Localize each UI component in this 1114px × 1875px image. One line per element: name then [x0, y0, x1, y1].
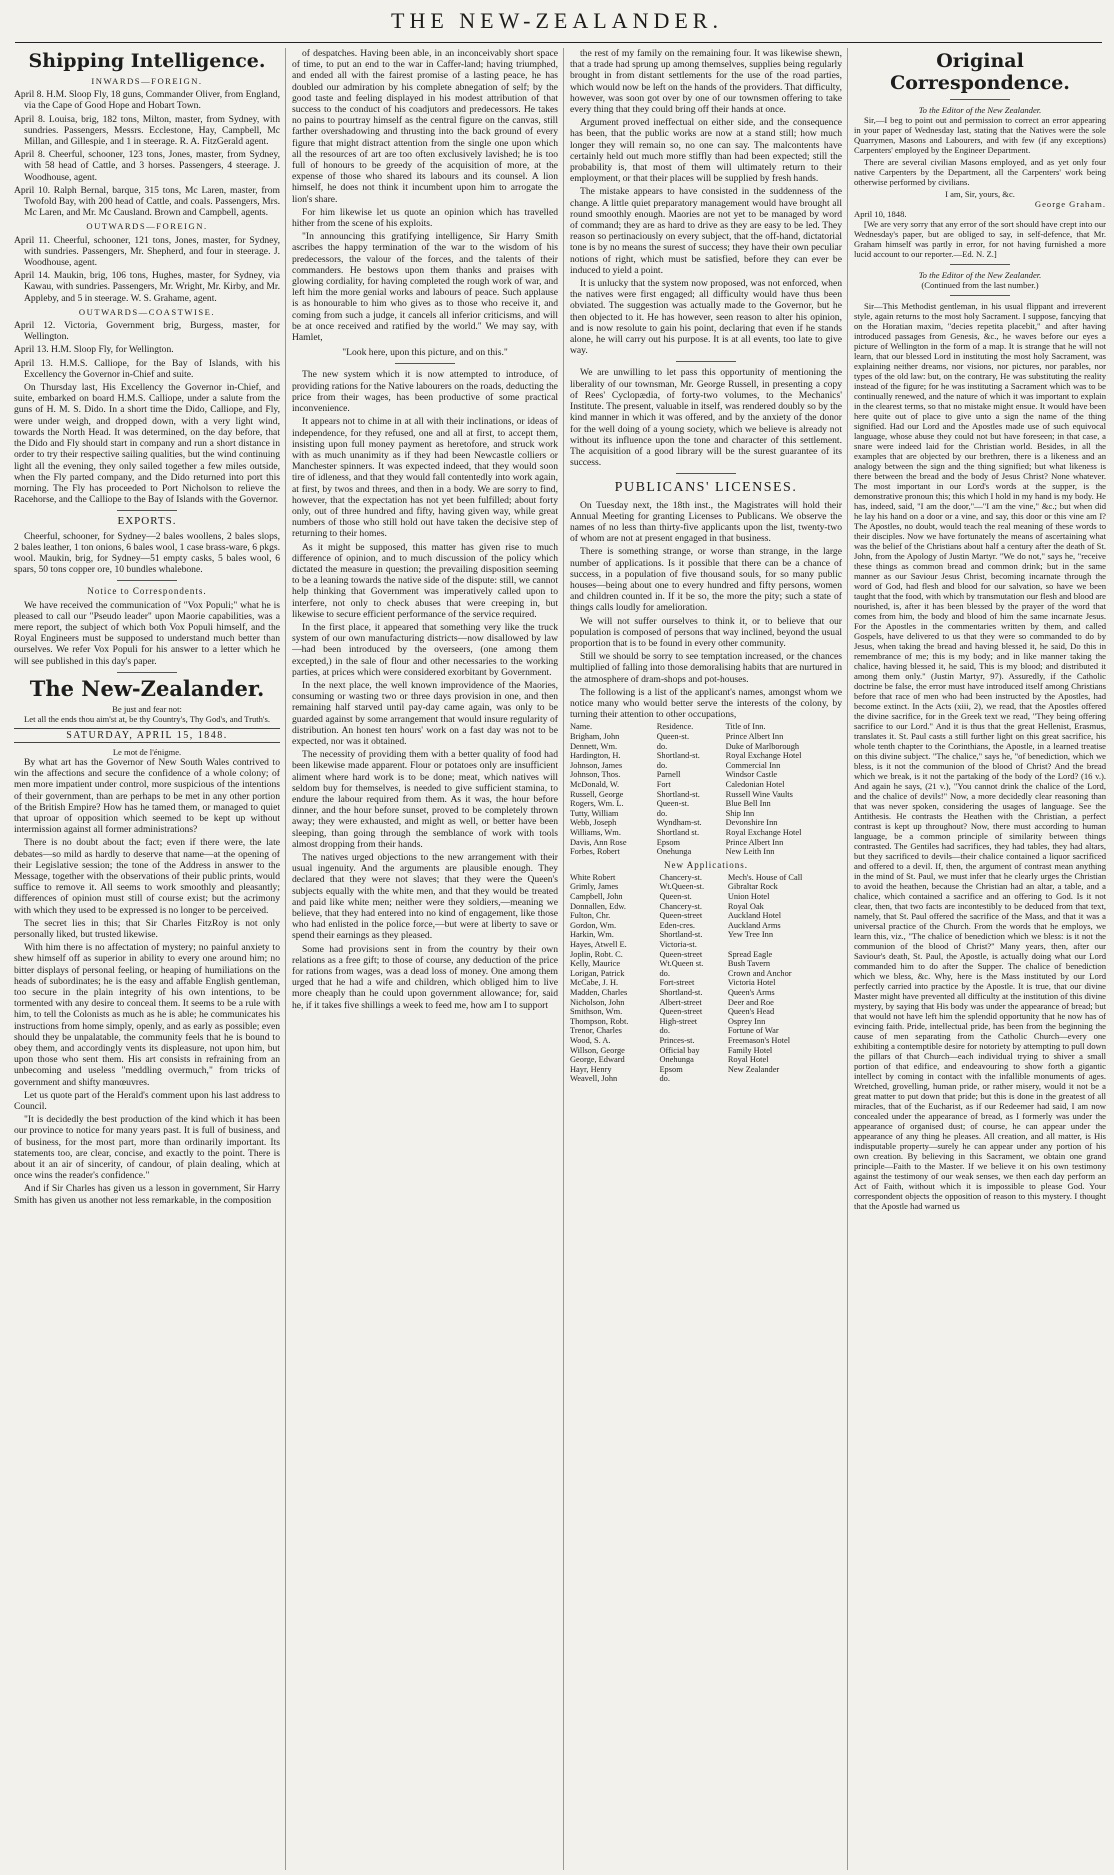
table-row — [570, 969, 842, 979]
table-row — [570, 873, 842, 883]
shipping-entry: April 12. Victoria, Government brig, Burgess, master, for Wellington. — [14, 320, 280, 343]
applicant-name: Harkin, Wm. — [570, 930, 614, 940]
notice-heading: Notice to Correspondents. — [87, 586, 207, 597]
letter-text: Sir—This Methodist gentleman, in his usual flippant and irreverent style, again returns to the most holy Sacrament. I suppose, fancying that on the Horatian maxim, "decies repetita placebit," and after having introduced passages from Genesis, &c., he waves before our eyes a picture of Wellington in the form of a map. It is strange that he will not learn, that our blessed Lord in instituting the most holy Sacrament, was explaining neither dreams, nor visions, nor pictures, nor parables, nor types of the old law: but, on the contrary, He was substituting the reality instead of the figure; for he was instituting a Sacrament which was to be continually renewed, and the nature of which it was important to explain in the clearest terms, so that no mistake might ensue. It would have been here quite out of place to give unto a sign the name of the thing signified. Had our Lord and the Apostles made use of such equivocal language, whose abuse they could not but have foreseen; in that case, a snare were indeed laid for the Christian world. Besides, in all the examples that are objected by our brethren, there is a likeness and an analogy between the sign and the thing signified; but what likeness is there between the bread and the body of Jesus Christ? None whatever. The most important in our Lord's words at the supper, is the demonstrative pronoun this; this which I hold in my hand is my body. He has, indeed, said, "I am the door,"—"I am the vine," &c.; but when did he lay his hand on a door or a vine, and say, this door or this vine am I? The Apostles, no doubt, would teach the real meaning of these words to their disciples. Now we have fortunately the means of ascertaining what was the belief of the Christians about half a century after the death of St. John, from the Apology of Justin Martyr. "We do not," says he, "receive these things as common bread and common drink; but in the same manner as our Saviour Jesus Christ, becoming incarnate through the word of God, had flesh and blood for our salvation, so have we been taught that the food, with which by transmutation our flesh and blood are nourished, is, after it has been blessed by the prayer of the word that comes from him, the body and blood of him the same incarnate Jesus. For the Apostles in the commentaries written by them, and called Gospels, have delivered to us that they were so commanded to do by Jesus, when taking the bread and having blessed it, he said, Do this in remembrance of me; this is my body; and in like manner taking the chalice, having blessed it, he said, This is my blood; and distributed it among them only." (Justin Martyr, 97). Assuredly, if the Catholic doctrine be false, the error must have introduced itself among Christians before that race of men who had been instructed by the Apostles, had become extinct. In the Acts (xiii, 2), we read, that the Apostles offered the divine sacrifice, for in the Greek text we read, "They being offering sacrifice to our Lord." And it is thus that the great Hellenist, Erasmus, translates it. St. Paul casts a still further light on this great sacrifice, his whole tenth chapter to the Corinthians, the Apostle, in a learned treatise on this divine subject. "The chalice," says he, "of benediction, which we bless, is it not the communion of the blood of Christ? And the bread which we break, is it not the partaking of the body of the Lord? (16 v.). And again he says, (21 v.), "You cannot drink the chalice of the Lord, and the chalice of devils!" Now, a more decidedly clear reasoning than that was never spoken, considering the usages of language. See the Antithesis. He contrasts the Heathen with the Christian, a perfect contrast is kept up throughout? Now, there must according to human language, be a common principle of similarity between things contrasted. The Gentiles had sacrifices, they had tables, they had altars, but they sacrificed to devils—their chalice contained a liquor sacrificed and offered to a devil. If, then, the argument of contrast mean anything in the mind of St. Paul, we must infer that he clearly urges the Christian to avoid the heathen, because the Christian had an altar, a table, and a chalice, which contained a sacrifice and an offering to God. Is it not clear, then, that two facts are incontestibly to be deduced from that text, namely, that St. Paul offered the sacrifice of the Mass, and that it was a universal practice of the Church. From the words that he employs, we learn this, viz., "The chalice of benediction which we bless: is it not the communion of the blood of Christ?" Many years, then, after our Saviour's death, St. Paul, the Apostle, is actually doing what our Lord commanded him to do after the Supper. The chalice of benediction which we bless, &c. Why, here is the Mass instituted by our Lord perfectly carried into practice by the Apostle. It is true, that our divine Master might have prevented all difficulty at the institution of this divine mystery, by saying that His body was under the appearance of bread; but that would not have left him the splendid opportunity that he now has of evincing faith. Pride, intellectual pride, has been from the beginning the cause of men separating from the Catholic Church—every one exhibiting a contemptible desire for notoriety by attempting to pull down the pillars of that Church—each individual trying to shiver a small portion of that edifice, and endeavouring to show forth a gigantic intellect by coming in contact with the infallible monuments of ages. Wretched, grovelling, human pride, or rather misery, would it not be a great matter to put down that pride; but this is done in the greatest of all miracles, that of the Eucharist, as if our Redeemer had said, I am now concealed under the appearance of bread, as I formerly was under the appearance of organised dust; of course, he can appear under the appearance of any thing he pleases. All creation, and all matter, is His indisputable property—surely he can appear under any portion of his own creation. By believing in this Sacrament, we obtain one grand principle—Faith to the Master. If we believe it on his own testimony against the testimony of our weak senses, we then each day perform an Act of Faith, without which it is impossible to please God. Your correspondent objects the opposition of reason to this mystery. I thought that the Apostle had warned us — [854, 301, 1106, 1211]
divider — [676, 361, 736, 362]
residence: Victoria-st. — [659, 940, 697, 950]
table-row — [570, 1074, 842, 1084]
applicant-name: George, Edward — [570, 1055, 625, 1065]
column-header: Residence. — [656, 722, 694, 732]
masthead-rule — [15, 42, 1102, 43]
inn-title: Mech's. House of Call — [727, 872, 803, 882]
letter-signature: George Graham. — [1034, 199, 1106, 209]
licenses-paragraph: The following is a list of the applicant's names, amongst whom we notice many who would better serve the interests of the colony, by turning their attention to other occupations, — [570, 686, 842, 721]
inn-title: Queen's Head — [727, 1007, 775, 1017]
table-row — [570, 838, 842, 848]
residence: Fort — [656, 779, 671, 789]
inn-title: Ship Inn — [725, 808, 755, 818]
residence: Onehunga — [656, 847, 692, 857]
divider — [117, 510, 177, 511]
residence: Shortland-st. — [659, 930, 703, 940]
licenses-paragraph: Still we should be sorry to see temptation increased, or the chances multiplied of falling into those demoralising habits that are nurtured in the atmosphere of dram-shops and pot-houses. — [570, 651, 842, 685]
residence: High-street — [659, 1016, 698, 1026]
column-4 — [854, 48, 1106, 1870]
table-row — [570, 882, 842, 892]
new-applications-body — [570, 873, 842, 1084]
residence: Shortland st. — [656, 827, 700, 837]
applicant-name: Gordon, Wm. — [570, 920, 617, 930]
inn-title: Crown and Anchor — [727, 968, 792, 978]
applicant-name: White Robert — [570, 872, 616, 882]
inn-title: Prince Albert Inn — [725, 837, 784, 847]
leader-paragraph: And if Sir Charles has given us a lesson in government, Sir Harry Smith has given us another not less remarkable, in the composition — [14, 1183, 280, 1206]
letter-text: Sir,—I beg to point out and permission to correct an error appearing in your paper of Wednesday last, stating that the Natives were the sole Quarrymen, Masons and Labourers, and with few (if any exceptions) Carpenters' employed by the Engineer Department. — [854, 115, 1106, 155]
applicant-name: Wood, S. A. — [570, 1035, 611, 1045]
article-paragraph: of despatches. Having been able, in an inconceivably short space of time, to put an end to the war in Caffer-land; having triumphed, and ended all with the fairest promise of a lasting peace, he has doubled our admiration by his complete abnegation of self; by the good taste and feeling displayed in his modest attribution of that success to the conduct of his coadjutors and predecessors. He takes no pains to pourtray himself as the central figure on the canvas, still farther overshadowing and thrusting into the back ground of every figure that might distract attention from the single one upon which all the resources of art are too often exclusively lavished; he is too full of honours to be greedy of the acquisition of more, at the expense of those who shared its labours and its counsel. A lion himself, he does not think it incumbent upon him to arrogate the lion's share. — [292, 48, 558, 205]
applicant-name: Dennett, Wm. — [570, 741, 618, 751]
divider — [950, 264, 1010, 265]
divider — [950, 99, 1010, 100]
inn-title: Victoria Hotel — [727, 978, 776, 988]
table-row — [570, 998, 842, 1008]
table-row — [570, 732, 842, 742]
hamlet-quote: "Look here, upon this picture, and on this." — [342, 347, 508, 359]
inn-title: Freemason's Hotel — [727, 1035, 791, 1045]
table-row — [570, 1007, 842, 1017]
residence: Queen-st. — [659, 892, 692, 902]
residence: Queen-st. — [656, 731, 690, 741]
article-paragraph: "In announcing this gratifying intelligence, Sir Harry Smith ascribes the happy termination of the war to the wisdom of his predecessors, the valour of the forces, and the talents of their commanders. He bestows upon them thanks and praises with glowing cordiality, for having completed the rough work of war, and left him the more genial works and labours of peace. Such applause is as honourable to him who gives as to those who receive it, and coming from such a judge, it cancels all inferior criticisms, and will be at once received and ratified by the world." We may say, with Hamlet, — [292, 231, 558, 344]
applicant-name: Lorigan, Patrick — [570, 968, 625, 978]
residence: Epsom — [659, 1064, 683, 1074]
applicant-name: Johnson, Thos. — [570, 770, 621, 780]
residence: do. — [656, 760, 668, 770]
notice-text: We have received the communication of "Vox Populi;" what he is pleased to call our "Pseudo leader" upon Maorie capabilities, was a mere report, the subject of which both Vox Populi himself, and the Royal Engineers must be supposed to understand much better than ourselves. We refer Vox Populi for his answer to a letter which he will see published in this day's paper. — [14, 599, 280, 667]
shipping-entry: April 13. H.M.S. Calliope, for the Bay of Islands, with his Excellency the Governor in-Chief and suite. — [14, 357, 280, 380]
table-row — [570, 780, 842, 790]
issue-date: SATURDAY, APRIL 15, 1848. — [14, 728, 280, 743]
table-row — [570, 988, 842, 998]
applicant-name: Nicholson, John — [570, 997, 625, 1007]
leader-paragraph: "It is decidedly the best production of the kind which it has been our province to notice for many years past. It is full of business, and of business, for the most part, more than ordinarily important. Its statements too, are clear, concise, and exactly to the point. There is about it an air of sincerity, of candour, of plain dealing, which at once wins the reader's confidence." — [14, 1114, 280, 1182]
inn-title: Family Hotel — [727, 1045, 773, 1055]
table-header-row — [570, 722, 842, 732]
applicant-name: Hayes, Atwell E. — [570, 940, 627, 950]
residence: Fort-street — [659, 978, 695, 988]
masthead: THE NEW-ZEALANDER. — [391, 8, 723, 33]
coastwise-heading: OUTWARDS—COASTWISE. — [78, 306, 216, 317]
applicant-name: Russell, George — [570, 789, 624, 799]
applicant-name: Hayr, Henry — [570, 1064, 612, 1074]
table-row — [570, 847, 842, 857]
residence: Queen-st. — [656, 799, 690, 809]
shipping-entry: April 8. Cheerful, schooner, 123 tons, Jones, master, from Sydney, with 58 head of Cattle, and 3 horses. Passengers, 4 steerage. J. Woodhouse, agent. — [14, 149, 280, 183]
article-paragraph: The necessity of providing them with a better quality of food had been likewise made apparent. Flour or potatoes only are insufficient aliment where hard work is to be done; meat, which natives will seldom buy for themselves, is needed to give sufficient stamina, to endure the labour required from them. As it was, the hour before dinner, and the hour before sunset, proved to be completely thrown away; they were exhausted, and might as well, or better have been sleeping, than going through the semblance of work with tools almost dropping from their hands. — [292, 749, 558, 850]
table-row — [570, 809, 842, 819]
table-row — [570, 911, 842, 921]
column-rule — [847, 48, 848, 1870]
residence: do. — [659, 968, 670, 978]
licenses-paragraph: On Tuesday next, the 18th inst., the Magistrates will hold their Annual Meeting for granting Licenses to Publicans. We observe the names of no less than thirty-five applicants upon the list, twenty-two of whom are not at present engaged in that business. — [570, 499, 842, 545]
renewals-table — [570, 722, 842, 856]
new-applications-table — [570, 873, 842, 1084]
applicant-name: Trenor, Charles — [570, 1026, 622, 1036]
table-row — [570, 902, 842, 912]
inn-title: Gibraltar Rock — [727, 882, 778, 892]
applicant-name: Kelly, Maurice — [570, 959, 621, 969]
licenses-heading: PUBLICANS' LICENSES. — [614, 480, 798, 496]
residence: Eden-cres. — [659, 920, 696, 930]
applicant-name: Johnson, James — [570, 760, 623, 770]
column-header: Name. — [570, 722, 593, 732]
shipping-heading: Shipping Intelligence. — [28, 50, 266, 72]
article-paragraph: In the next place, the well known improvidence of the Maories, consuming or wasting two or three days provision in one, and then remaining half starved until pay-day came again, was only to be guarded against by some arrangement that would insure regularity of distribution. An honest ten hours' work on a fast day was not to be expected, nor was it obtained. — [292, 679, 558, 747]
table-row — [570, 1046, 842, 1056]
column-2 — [292, 48, 558, 1870]
shipping-entry: April 13. H.M. Sloop Fly, for Wellington. — [14, 344, 174, 356]
table-row — [570, 761, 842, 771]
divider — [676, 473, 736, 474]
residence: Queen-street — [659, 1007, 703, 1017]
letter-addressee: To the Editor of the New Zealander. — [918, 105, 1042, 115]
table-row — [570, 751, 842, 761]
residence: Official bay — [659, 1045, 700, 1055]
applicant-name: Willson, George — [570, 1045, 625, 1055]
residence: do. — [659, 1074, 670, 1084]
article-paragraph: Some had provisions sent in from the country by their own relations as a free gift; to those of course, any deduction of the price for rations from wages, was a dead loss of money. One among them urged that he had a wife and children, which obliged him to live more cheaply than he could upon government allowance; for, said he, if it takes five shillings a week to feed me, how am I to support — [292, 943, 558, 1011]
divider — [950, 295, 1010, 296]
table-row — [570, 1055, 842, 1065]
correspondence-heading: Original Correspondence. — [890, 50, 1070, 94]
shipping-entry: April 11. Cheerful, schooner, 121 tons, Jones, master, for Sydney, with sundries. Passengers, Mr. Shepherd, and four in steerage. J. Woodhouse, agent. — [14, 234, 280, 269]
table-row — [570, 930, 842, 940]
applicant-name: Williams, Wm. — [570, 827, 621, 837]
exports-text: Cheerful, schooner, for Sydney—2 bales woollens, 2 bales slops, 2 bales leather, 1 ton onions, 6 bales wool, 1 case brass-ware, 6 pkgs. wool. Maukin, brig, for Sydney—51 empty casks, 5 bales wool, 6 spars, 50 tons copper ore, 10 bundles whalebone. — [14, 530, 280, 576]
leader-paragraph: The secret lies in this; that Sir Charles FitzRoy is not only personally liked, but trusted likewise. — [14, 917, 280, 940]
article-paragraph: The natives urged objections to the new arrangement with their usual ingenuity. And the arguments are plausible enough. They declared that they were not slaves; that they were the Queen's subjects equally with the white men, and that they would be treated and paid like white men; neither were they soldiers,—meaning we believe, that they had entered into no kind of engagement, like those who had enlisted in the police force,—but were at liberty to save or spend their earnings as they pleased. — [292, 852, 558, 942]
table-row — [570, 959, 842, 969]
article-paragraph: It appears not to chime in at all with their inclinations, or ideas of independence, for they refused, one and all at first, to accept them, insisting upon full money payment as heretofore, and struck work with as much unanimity as if they had been Newcastle colliers or Manchester spinners. It was expected indeed, that they would soon tire of idleness, and that they would fall contentedly into work again, at first, by twos and threes, and then in a body. We are sorry to find, however, that the expectation has not yet been fulfilled; about forty only, out of three hundred and fifty, having given way, while great numbers of those who still hold out have taken the decisive step of returning to their homes. — [292, 416, 558, 540]
applicant-name: Grimly, James — [570, 882, 619, 892]
residence: Shortland-st. — [656, 789, 700, 799]
residence: do. — [656, 808, 668, 818]
applicant-name: McCabe, J. H. — [570, 978, 619, 988]
applicant-name: Forbes, Robert — [570, 847, 620, 857]
residence: do. — [656, 741, 668, 751]
residence: Wyndham-st. — [656, 818, 702, 828]
divider — [117, 580, 177, 581]
table-row — [570, 940, 842, 950]
motto-line-1: Be just and fear not: — [112, 703, 182, 714]
applicant-name: Rogers, Wm. L. — [570, 799, 624, 809]
inn-title: Osprey Inn — [727, 1016, 766, 1026]
applicant-name: Joplin, Robt. C. — [570, 949, 623, 959]
residence: Albert-street — [659, 997, 702, 1007]
epigraph: Le mot de l'énigme. — [112, 746, 182, 757]
residence: Epsom — [656, 837, 681, 847]
inn-title: Auckland Hotel — [727, 911, 782, 921]
table-row — [570, 1065, 842, 1075]
letter-text: There are several civilian Masons employed, and as yet only four native Carpenters by the Department, all the Carpenters' work being otherwise performed by civilians. — [854, 157, 1106, 187]
column-3 — [570, 48, 842, 1870]
article-paragraph: We are unwilling to let pass this opportunity of mentioning the liberality of our townsman, Mr. George Russell, in presenting a copy of Rees' Cyclopædia, of forty-two volumes, to the Mechanics' Institute. The present, valuable in itself, was rendered doubly so by the kind manner in which it was offered, and by the anxiety of the donor for the well doing of a young society, which we believe is already not without its influence upon the tone and character of this settlement. The acquisition of a good library will be the surest guarantee of its success. — [570, 367, 842, 469]
inn-title: Duke of Marlborough — [725, 741, 800, 751]
inn-title: Union Hotel — [727, 892, 770, 902]
inn-title: Caledonian Hotel — [725, 779, 785, 789]
applicant-name: Brigham, John — [570, 731, 620, 741]
inn-title: Fortune of War — [727, 1026, 779, 1036]
residence: do. — [659, 1026, 670, 1036]
inwards-list — [14, 89, 280, 218]
applicant-name: Webb, Joseph — [570, 818, 617, 828]
inn-title: New Leith Inn — [725, 847, 775, 857]
inn-title: Yew Tree Inn — [727, 930, 774, 940]
residence: Princes-st. — [659, 1035, 695, 1045]
inn-title: Bush Tavern — [727, 959, 771, 969]
inn-title: Windsor Castle — [725, 770, 778, 780]
shipping-entry: April 14. Maukin, brig, 106 tons, Hughes, master, for Sydney, via Kawau, with sundries. Passengers, Mr. Wright, Mr. Kirby, and Mr. Appleby, and 5 in steerage. W. S. Grahame, agent. — [14, 270, 280, 304]
inn-title: New Zealander — [727, 1064, 780, 1074]
table-row — [570, 892, 842, 902]
inn-title: Commercial Inn — [725, 760, 781, 770]
inn-title: Russell Wine Vaults — [725, 789, 793, 799]
article-paragraph: The new system which it is now attempted to introduce, of providing rations for the Native labourers on the roads, deducting the price from their wages, has been productive of some practical inconvenience. — [292, 369, 558, 415]
inn-title: Auckland Arms — [727, 920, 781, 930]
residence: Queen-street — [659, 949, 703, 959]
table-row — [570, 1026, 842, 1036]
article-paragraph: In the first place, it appeared that something very like the truck system of our own manufacturing districts—now disallowed by law—had been introduced by the overseers, (one among them excepted,) in the sale of flour and other necessaries to the working parties, at prices which were considered exorbitant by Government. — [292, 621, 558, 678]
article-paragraph: Argument proved ineffectual on either side, and the consequence has been, that the public works are now at a stand still; how much longer they will remain so, no one can say. The malcontents have certainly held out much more stiffly than had been expected; still the probability is, that most of them will ultimately return to their employment, or that their places will be supplied by fresh hands. — [570, 117, 842, 185]
table-row — [570, 978, 842, 988]
applicant-name: Campbell, John — [570, 892, 623, 902]
leader-paragraph: With him there is no affectation of mystery; no painful anxiety to shew himself off as superior in ability to every one around him; no bitter displays of personal feeling, or heaping of humiliations on the heads of subordinates; he is the easy and affable English gentleman, too secure in the plain integrity of his own intentions, to be tormented with any desire to conceal them. It seems to be a rule with him, to tell the Colonists as much as he is able; he communicates his instructions from home simply, openly, and as early as possible; even should they be unpalatable, the community feels that he is bound to obey them, and accordingly vents its displeasure, not upon him, but upon those who sent them. His art consists in refraining from an unbecoming and useless "meddling overmuch," from tricks of government and shifty manœuvres. — [14, 942, 280, 1088]
divider — [395, 363, 455, 364]
applicant-name: Fulton, Chr. — [570, 911, 611, 921]
article-paragraph: For him likewise let us quote an opinion which has travelled hither from the scene of his exploits. — [292, 206, 558, 230]
renewals-body — [570, 732, 842, 857]
residence: Shortland-st. — [656, 751, 700, 761]
table-row — [570, 921, 842, 931]
applicant-name: Thompson, Robt. — [570, 1016, 629, 1026]
residence: Onehunga — [659, 1055, 694, 1065]
article-paragraph: The mistake appears to have consisted in the suddenness of the change. A little quiet preparatory management would have brought all round smoothly enough. Maories are not yet to be managed by word of command; they are as hard to drive as they are easy to be led. They reason so pertinaciously on every subject, that the off-hand, dictatorial tone is by no means the surest of success; they have their own peculiar notions of right, which must be satisfied, before they can ever be induced to yield a point. — [570, 186, 842, 276]
paper-title: The New-Zealander. — [29, 675, 265, 701]
applicant-name: Donnallen, Edw. — [570, 901, 626, 911]
continued-note: (Continued from the last number.) — [921, 280, 1039, 290]
inn-title: Devonshire Inn — [725, 818, 778, 828]
letter-signoff: I am, Sir, yours, &c. — [945, 189, 1015, 199]
column-1 — [14, 48, 280, 1870]
residence: Wt.Queen st. — [659, 959, 704, 969]
inn-title: Prince Albert Inn — [725, 731, 784, 741]
residence: Parnell — [656, 770, 681, 780]
column-header: Title of Inn. — [725, 722, 766, 732]
table-row — [570, 1036, 842, 1046]
residence: Wt.Queen-st. — [659, 882, 705, 892]
letter-date: April 10, 1848. — [854, 209, 907, 219]
applicant-name: McDonald, W. — [570, 779, 620, 789]
residence: Queen-street — [659, 911, 703, 921]
shipping-entry: April 8. H.M. Sloop Fly, 18 guns, Commander Oliver, from England, via the Cape of Good Hope and Hobart Town. — [14, 89, 280, 112]
column-rule — [563, 48, 564, 1870]
applicant-name: Madden, Charles — [570, 988, 628, 998]
applicant-name: Weavell, John — [570, 1074, 618, 1084]
shipping-entry: April 10. Ralph Bernal, barque, 315 tons, Mc Laren, master, from Twofold Bay, with 200 head of Cattle, and coals. Passengers, Mrs. Mc Laren, and Mr. Mc Causland. Brown and Campbell, agents. — [14, 184, 280, 219]
leader-paragraph: By what art has the Governor of New South Wales contrived to win the affections and secure the confidence of a whole colony; of men more impatient under control, more suspicious of the intentions of their government, than are perhaps to be met in any other portion of the British Empire? How has he tamed them, or managed to quiet that uproar of opposition which seemed to be kept up without intermission against all former administrations? — [14, 756, 280, 836]
table-row — [570, 770, 842, 780]
inn-title: Blue Bell Inn — [725, 799, 771, 809]
applicant-name: Davis, Ann Rose — [570, 837, 627, 847]
licenses-paragraph: We will not suffer ourselves to think it, or to believe that our population is composed of persons that way inclined, beyond the usual proportion that is to be found in every other community. — [570, 615, 842, 649]
article-paragraph: It is unlucky that the system now proposed, was not enforced, when the natives were first engaged; all difficulty would have thus been obviated. The suggestion was actually made to the Governor, but he then objected to it. He has however, seen reason to alter his opinion, and is now resolute to gain his point, declaring that even if he stands alone, he will carry out his purpose. It is at all events, too late to give way. — [570, 278, 842, 357]
table-row — [570, 742, 842, 752]
inn-title: Spread Eagle — [727, 949, 773, 959]
divider — [117, 672, 177, 673]
inn-title: Royal Exchange Hotel — [725, 751, 802, 761]
inn-title: Deer and Roe — [727, 997, 774, 1007]
inn-title: Royal Hotel — [727, 1055, 769, 1065]
leader-paragraph: Let us quote part of the Herald's comment upon his last address to Council. — [14, 1089, 280, 1113]
outwards-heading: OUTWARDS—FOREIGN. — [86, 221, 208, 232]
governor-paragraph: On Thursday last, His Excellency the Governor in-Chief, and suite, embarked on board H.M.S. Calliope, under a salute from the guns of H. M. S. Dido. In a short time the Dido, Calliope, and Fly, were under weigh, and dropped down, with a very light wind, towards the North Head. It was determined, on the day before, that the Dido and Fly should start in company and run a short distance in order to try their respective sailing qualities, but the wind continuing light all the evening, they only sailed together a few miles outside, when the Fly parted company, and the Dido returned into port this morning. The Fly has proceeded to Port Nicholson to relieve the Racehorse, and the Calliope to the Bay of Islands with the Governor. — [14, 382, 280, 506]
inn-title: Royal Exchange Hotel — [725, 827, 802, 837]
residence: Chancery-st. — [659, 901, 702, 911]
inn-title: Queen's Arms — [727, 988, 775, 998]
new-applications-heading: New Applications. — [664, 859, 748, 870]
inwards-heading: INWARDS—FOREIGN. — [91, 76, 203, 86]
article-paragraph: the rest of my family on the remaining four. It was likewise shewn, that a trade had sprung up among themselves, supplies being regularly brought in from distant settlements for the use of the road parties, which would now be left on the hands of the providers. That difficulty, however, was soon got over by one of our townsmen offering to take every thing that they could bring off their hands at once. — [570, 48, 842, 116]
motto-line-2: Let all the ends thou aim'st at, be thy Country's, Thy God's, and Truth's. — [24, 713, 270, 724]
inn-title — [728, 940, 842, 950]
inn-title — [728, 1074, 842, 1084]
leader-paragraph: There is no doubt about the fact; even if there were, the late debates—so mild as hardly to deserve that name—at the opening of their Legislative session; the tone of the Address in answer to the Message, together with the observations of their public prints, would suffice to remove it. All seems to work smoothly and pleasantly; differences of opinion must still of course exist; but the acrimony with which they used to be expressed is no longer to be perceived. — [14, 837, 280, 916]
table-row — [570, 950, 842, 960]
residence: Chancery-st. — [659, 872, 702, 882]
residence: Shortland-st. — [659, 988, 703, 998]
inn-title: Royal Oak — [727, 901, 764, 911]
table-row — [570, 790, 842, 800]
letter-addressee: To the Editor of the New Zealander. — [918, 270, 1042, 280]
exports-heading: EXPORTS. — [117, 515, 177, 528]
editor-note: [We are very sorry that any error of the sort should have crept into our Wednesday's paper, but are obliged to say, in self-defence, that Mr. Graham himself was partly in error, for not having furnished a more lucid account to our reporter.—Ed. N. Z.] — [854, 219, 1106, 259]
applicant-name: Hardington, H. — [570, 751, 621, 761]
article-paragraph: As it might be supposed, this matter has given rise to much difference of opinion, and to much discussion of the policy which dictated the measure in question; the prevailing disposition seeming to be a leaning towards the native side of the dispute: still, we cannot help thinking that Government was imperatively called upon to interfere, not only to check abuses that were creeping in, but likewise to secure efficient performance of the service required. — [292, 541, 558, 620]
shipping-entry: April 8. Louisa, brig, 182 tons, Milton, master, from Sydney, with sundries. Passengers, Messrs. Ecclestone, Hay, Campbell, Mc Millan, and Gillespie, and 1 in steerage. R. A. FitzGerald agent. — [14, 113, 280, 148]
table-row — [570, 1017, 842, 1027]
table-row — [570, 818, 842, 828]
applicant-name: Tutty, William — [570, 808, 619, 818]
table-row — [570, 799, 842, 809]
column-rule — [285, 48, 286, 1870]
applicant-name: Smithson, Wm. — [570, 1007, 623, 1017]
licenses-paragraph: There is something strange, or worse than strange, in the large number of applications. Is it possible that there can be a chance of success, in a population of five thousand souls, for so many public houses—being about one to every hundred and fifty persons, women and children counted in. If it be so, the more the pity; such a state of things calls loudly for amelioration. — [570, 546, 842, 614]
table-row — [570, 828, 842, 838]
